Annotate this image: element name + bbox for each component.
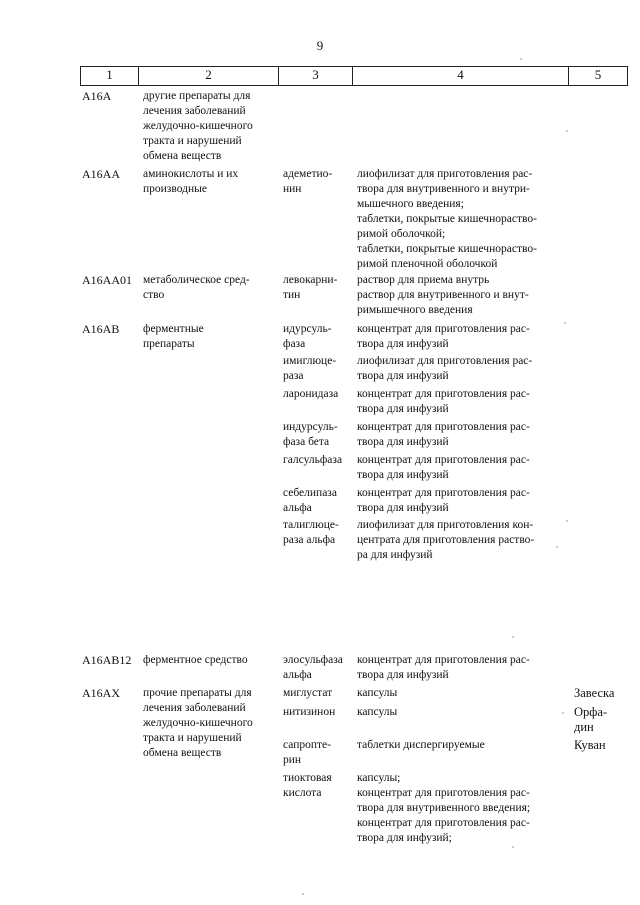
atc-group: прочие препараты для лечения заболеваний желудочно-кишечного тракта и нарушений обмена веществ — [143, 687, 253, 759]
atc-group: ферментное средство — [143, 654, 248, 666]
dosage-form: таблетки диспергируемые — [357, 739, 485, 751]
dosage-form: капсулы — [357, 706, 398, 718]
atc-code: A16AA01 — [82, 273, 132, 287]
substance-name: нитизинон — [283, 706, 336, 718]
scan-speck — [512, 636, 514, 638]
header-col-1: 1 — [80, 66, 138, 85]
atc-code: A16AA — [82, 167, 120, 181]
substance-name: индурсуль- фаза бета — [283, 421, 338, 448]
substance-name: левокарни- тин — [283, 274, 338, 301]
scan-speck — [566, 520, 568, 522]
scan-speck — [556, 546, 558, 548]
atc-group: другие препараты для лечения заболеваний желудочно-кишечного тракта и нарушений обмена веществ — [143, 90, 253, 162]
substance-name: идурсуль- фаза — [283, 323, 332, 350]
trade-name-note: Куван — [574, 738, 606, 752]
dosage-form: концентрат для приготовления рас- твора для инфузий — [357, 654, 530, 681]
scan-speck — [512, 846, 514, 848]
header-right-rule — [627, 66, 628, 85]
substance-name: галсульфаза — [283, 454, 343, 466]
substance-name: себелипаза альфа — [283, 487, 337, 514]
atc-group: ферментные препараты — [143, 323, 204, 350]
dosage-form: капсулы — [357, 687, 398, 699]
page-number: 9 — [316, 38, 324, 53]
dosage-form: лиофилизат для приготовления кон- центрата для приготовления раство- ра для инфузий — [357, 519, 535, 561]
scan-speck — [566, 130, 568, 132]
scan-speck — [520, 58, 522, 60]
header-col-2: 2 — [138, 66, 278, 85]
substance-name: ларонидаза — [283, 388, 339, 400]
header-col-5: 5 — [568, 66, 627, 85]
atc-code: A16AB — [82, 322, 120, 336]
header-bottom-rule — [80, 85, 628, 86]
trade-name-note: Завеска — [574, 686, 615, 700]
substance-name: адеметио- нин — [283, 168, 333, 195]
atc-group: аминокислоты и их производные — [143, 168, 239, 195]
substance-name: талиглюце- раза альфа — [283, 519, 339, 546]
substance-name: миглустат — [283, 687, 333, 699]
dosage-form: концентрат для приготовления рас- твора для инфузий — [357, 323, 530, 350]
substance-name: элосульфаза альфа — [283, 654, 343, 681]
header-col-3: 3 — [278, 66, 352, 85]
dosage-form: раствор для приема внутрь раствор для внутривенного и внут- римышечного введения — [357, 274, 529, 316]
substance-name: тиоктовая кислота — [283, 772, 332, 799]
dosage-form: лиофилизат для приготовления рас- твора для внутривенного и внутри- мышечного введения; таблетки, покрытые кишечнораство- римой оболочкой; таблетки, покрытые кишечнораство- римой пленочной оболочкой — [357, 168, 537, 270]
dosage-form: концентрат для приготовления рас- твора для инфузий — [357, 487, 530, 514]
header-col-4: 4 — [352, 66, 568, 85]
dosage-form: концентрат для приготовления рас- твора для инфузий — [357, 421, 530, 448]
scan-speck — [302, 893, 304, 895]
atc-code: A16AB12 — [82, 653, 132, 667]
atc-code: A16A — [82, 89, 112, 103]
substance-name: имиглюце- раза — [283, 355, 337, 382]
dosage-form: концентрат для приготовления рас- твора для инфузий — [357, 388, 530, 415]
atc-code: A16AX — [82, 686, 120, 700]
scan-speck — [562, 712, 564, 714]
dosage-form: концентрат для приготовления рас- твора для инфузий — [357, 454, 530, 481]
substance-name: сапропте- рин — [283, 739, 331, 766]
atc-group: метаболическое сред- ство — [143, 274, 250, 301]
dosage-form: капсулы; концентрат для приготовления рас- твора для внутривенного введения; концентрат для приготовления рас- твора для инфузий; — [357, 772, 531, 844]
trade-name-note: Орфа- дин — [574, 705, 608, 734]
scan-speck — [564, 322, 566, 324]
dosage-form: лиофилизат для приготовления рас- твора для инфузий — [357, 355, 533, 382]
